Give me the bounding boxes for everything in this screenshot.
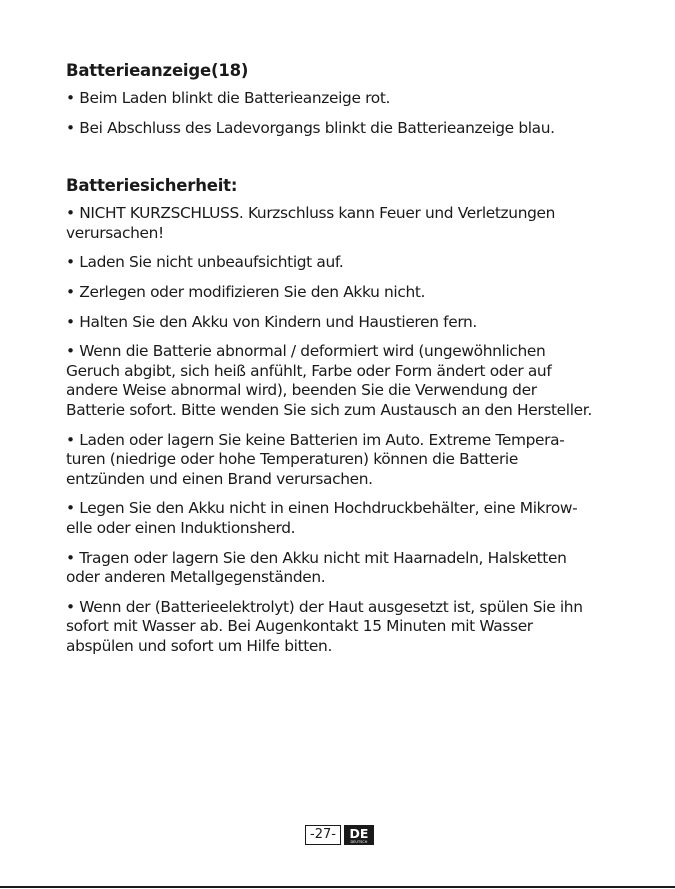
bottom-rule — [0, 886, 675, 888]
bullet-line: andere Weise abnormal wird), beenden Sie die Verwendung der — [66, 381, 537, 400]
page-content — [66, 61, 626, 666]
bullet-no-metal-objects — [66, 549, 626, 588]
bullet-line: elle oder einen Induktionsherd. — [66, 518, 296, 537]
bullet-line: oder anderen Metallgegenständen. — [66, 568, 326, 587]
page-number: -27- — [305, 825, 341, 845]
bullet-charging-red: • Beim Laden blinkt die Batterieanzeige rot. — [66, 89, 391, 107]
bullet-no-disassembly — [66, 283, 626, 303]
bullet-line: • NICHT KURZSCHLUSS. Kurzschluss kann Feuer und Verletzungen — [66, 204, 556, 223]
bullet-line: turen (niedrige oder hohe Temperaturen) können die Batterie — [66, 450, 518, 469]
bullet-line: entzünden und einen Brand verursachen. — [66, 469, 373, 488]
bullet-charging-complete-blue: • Bei Abschluss des Ladevorgangs blinkt die Batterieanzeige blau. — [66, 118, 555, 137]
bullet-no-car-storage — [66, 431, 626, 490]
section-gap — [66, 148, 626, 176]
section-heading-battery-safety: Batteriesicherheit: — [66, 176, 238, 196]
bullet-line: Geruch abgibt, sich heiß anfühlt, Farbe oder Form ändert oder auf — [66, 361, 552, 380]
language-code: DE — [349, 826, 369, 841]
bullet-line: • Laden Sie nicht unbeaufsichtigt auf. — [66, 253, 344, 272]
bullet-line: • Laden oder lagern Sie keine Batterien im Auto. Extreme Tempera- — [66, 430, 565, 449]
bullet-line: • Tragen oder lagern Sie den Akku nicht mit Haarnadeln, Halsketten — [66, 548, 567, 567]
section-heading-battery-indicator: Batterieanzeige(18) — [66, 61, 249, 80]
bullet-line: • Halten Sie den Akku von Kindern und Haustieren fern. — [66, 312, 477, 331]
bullet-keep-away-children — [66, 313, 626, 333]
bullet-line: • Legen Sie den Akku nicht in einen Hochdruckbehälter, eine Mikrow- — [66, 499, 578, 518]
bullet-abnormal-battery — [66, 342, 626, 420]
bullet-no-pressure-microwave — [66, 499, 626, 538]
bullet-line: • Zerlegen oder modifizieren Sie den Akku nicht. — [66, 282, 426, 301]
bullet-line: Batterie sofort. Bitte wenden Sie sich zum Austausch an den Hersteller. — [66, 400, 592, 419]
bullet-line: • Wenn die Batterie abnormal / deformiert wird (ungewöhnlichen — [66, 342, 546, 361]
bullet-line: abspülen und sofort um Hilfe bitten. — [66, 636, 333, 655]
page-footer — [305, 825, 374, 845]
bullet-no-short-circuit — [66, 204, 626, 243]
bullet-no-unattended-charging — [66, 253, 626, 273]
bullet-line: verursachen! — [66, 223, 164, 242]
bullet-line: • Wenn der (Batterieelektrolyt) der Haut ausgesetzt ist, spülen Sie ihn — [66, 597, 583, 616]
bullet-electrolyte-contact — [66, 598, 626, 657]
language-name: DEUTSCH — [350, 840, 368, 844]
bullet-line: sofort mit Wasser ab. Bei Augenkontakt 15 Minuten mit Wasser — [66, 617, 533, 636]
language-badge — [344, 825, 374, 845]
